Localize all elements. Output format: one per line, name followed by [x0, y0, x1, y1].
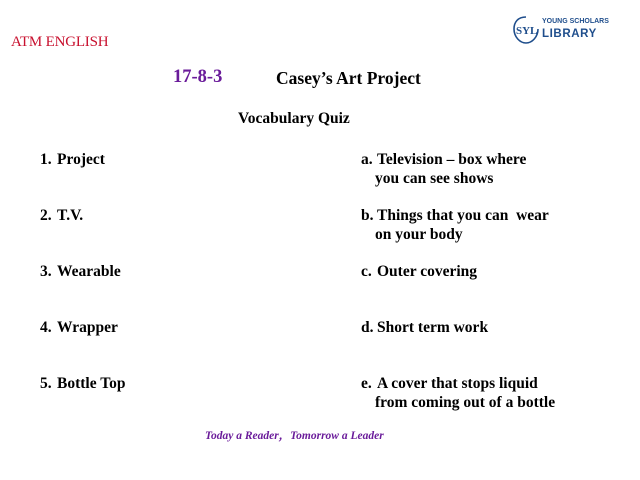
- definition-line-1: A cover that stops liquid: [377, 375, 538, 392]
- lesson-title: Casey’s Art Project: [276, 68, 421, 88]
- definition-line-1: Things that you can wear: [377, 207, 549, 224]
- definition-line-2: from coming out of a bottle: [375, 394, 556, 411]
- term-item-4: [40, 318, 118, 337]
- logo-top-text: YOUNG SCHOLARS: [542, 18, 609, 25]
- brand-title: ATM ENGLISH: [11, 34, 109, 50]
- term-item-1: [40, 150, 105, 169]
- definition-item-a: [361, 150, 526, 188]
- definition-letter: e.: [361, 375, 372, 392]
- lesson-code: 17-8-3: [173, 67, 223, 87]
- definition-letter: a.: [361, 151, 373, 168]
- term-item-2: [40, 206, 83, 225]
- definition-letter: b.: [361, 207, 374, 224]
- definition-item-d: [361, 318, 488, 337]
- term-text: Project: [57, 151, 105, 168]
- library-logo: [512, 15, 622, 45]
- definition-line-2: you can see shows: [375, 170, 494, 187]
- term-number: 3.: [40, 263, 52, 280]
- term-number: 1.: [40, 151, 52, 168]
- term-item-3: [40, 262, 121, 281]
- term-text: Bottle Top: [57, 375, 126, 392]
- definition-line-1: Television – box where: [377, 151, 527, 168]
- definition-letter: d.: [361, 319, 374, 336]
- term-item-5: [40, 374, 125, 393]
- term-text: Wrapper: [57, 319, 118, 336]
- term-number: 4.: [40, 319, 52, 336]
- term-number: 5.: [40, 375, 52, 392]
- term-text: T.V.: [57, 207, 84, 224]
- definition-item-c: [361, 262, 477, 281]
- definition-line-1: Outer covering: [377, 263, 478, 280]
- logo-bottom-text: LIBRARY: [542, 28, 597, 40]
- footer-motto: Today a Reader，Tomorrow a Leader: [205, 430, 384, 442]
- quiz-subtitle: Vocabulary Quiz: [238, 110, 350, 127]
- term-text: Wearable: [57, 263, 121, 280]
- syl-logo-icon: [512, 15, 540, 45]
- definition-item-e: [361, 374, 555, 412]
- svg-text:SYL: SYL: [516, 25, 538, 37]
- definition-letter: c.: [361, 263, 372, 280]
- definition-item-b: [361, 206, 549, 244]
- definition-line-2: on your body: [375, 226, 463, 243]
- term-number: 2.: [40, 207, 52, 224]
- definition-line-1: Short term work: [377, 319, 489, 336]
